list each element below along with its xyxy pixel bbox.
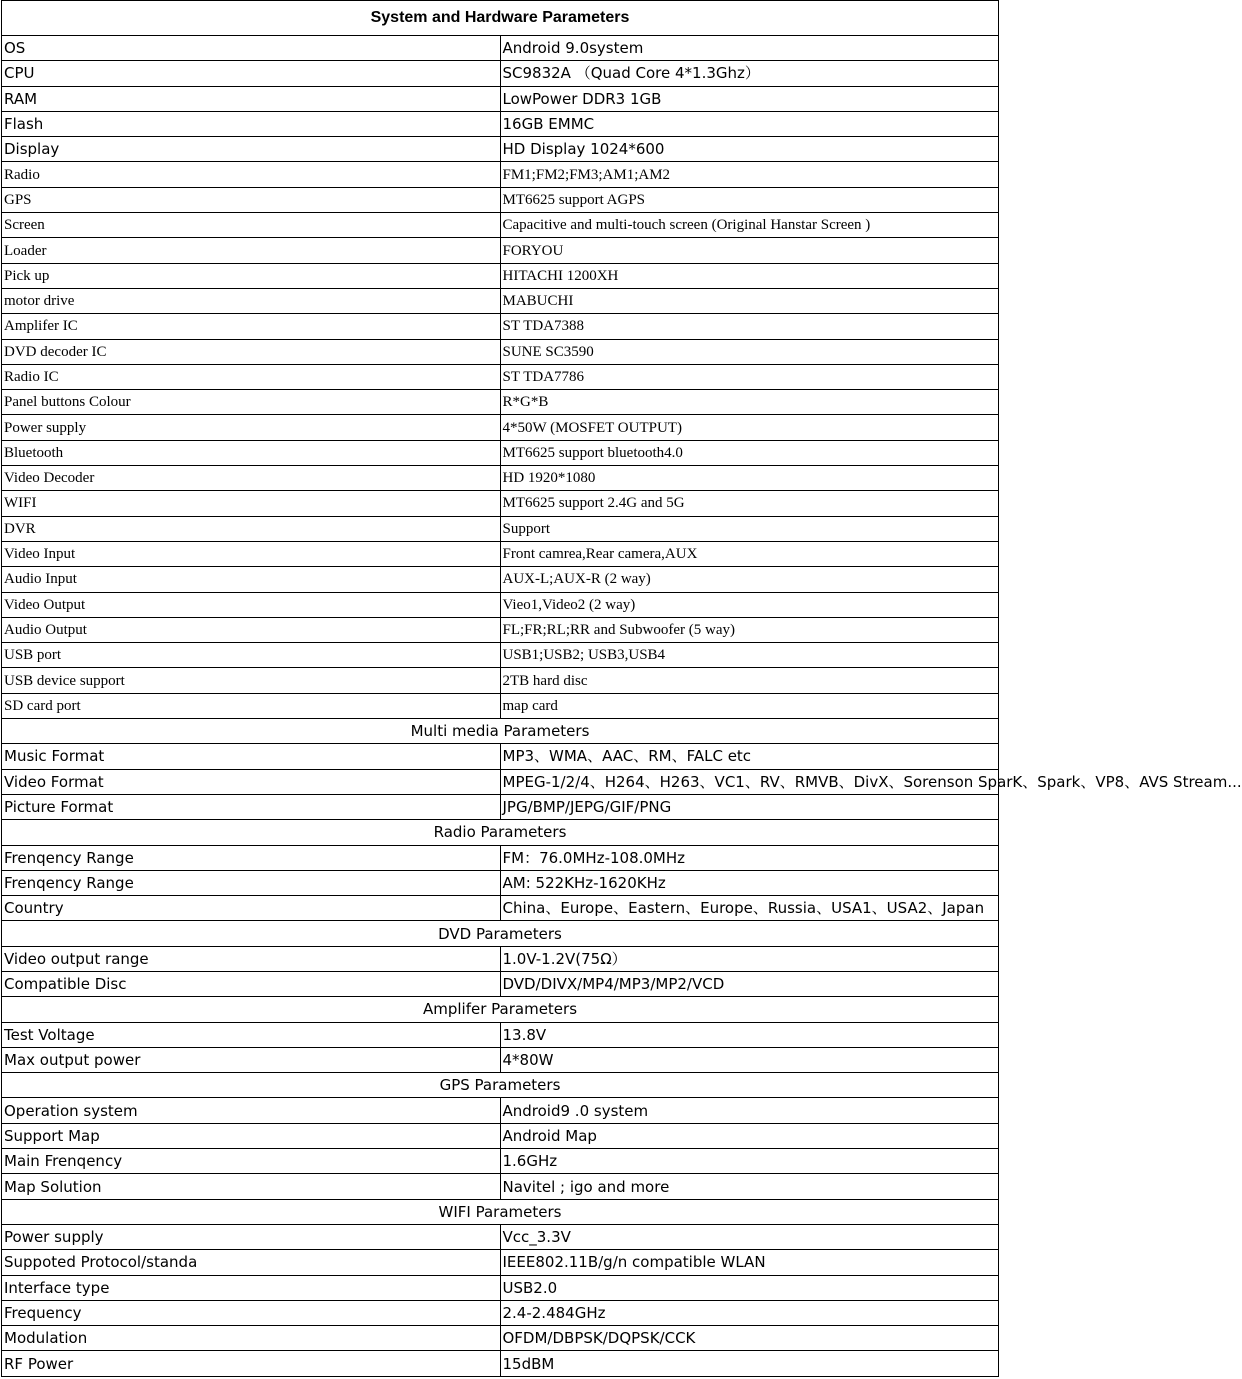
param-name-cell: RAM (2, 86, 501, 111)
table-row (2, 415, 999, 440)
param-name-cell: Max output power (2, 1047, 501, 1072)
param-value-cell: SUNE SC3590 (500, 339, 999, 364)
param-value-cell: Front camrea,Rear camera,AUX (500, 541, 999, 566)
param-value-cell: OFDM/DBPSK/DQPSK/CCK (500, 1326, 999, 1351)
param-name-cell: Video Decoder (2, 466, 501, 491)
param-name-cell: Video Input (2, 541, 501, 566)
table-row (2, 794, 999, 819)
param-name-cell: RF Power (2, 1351, 501, 1376)
table-row (2, 845, 999, 870)
table-row (2, 946, 999, 971)
section-header-row (2, 997, 999, 1022)
param-name-cell: Frenqency Range (2, 870, 501, 895)
param-name-cell: WIFI (2, 491, 501, 516)
param-name-cell: Modulation (2, 1326, 501, 1351)
section-heading: Multi media Parameters (2, 719, 999, 744)
param-value-cell: MABUCHI (500, 288, 999, 313)
section-heading: WIFI Parameters (2, 1199, 999, 1224)
table-row (2, 36, 999, 61)
param-value-cell: LowPower DDR3 1GB (500, 86, 999, 111)
param-name-cell: Pick up (2, 263, 501, 288)
param-name-cell: Compatible Disc (2, 971, 501, 996)
param-value-cell: Vieo1,Video2 (2 way) (500, 592, 999, 617)
param-value-cell: Support (500, 516, 999, 541)
param-name-cell: Country (2, 896, 501, 921)
param-name-cell: DVD decoder IC (2, 339, 501, 364)
table-row (2, 1300, 999, 1325)
section-heading: DVD Parameters (2, 921, 999, 946)
table-row (2, 1351, 999, 1376)
param-name-cell: Radio IC (2, 364, 501, 389)
param-value-cell: MP3、WMA、AAC、RM、FALC etc (500, 744, 999, 769)
param-name-cell: Video Output (2, 592, 501, 617)
table-row (2, 187, 999, 212)
param-value-cell: AM: 522KHz-1620KHz (500, 870, 999, 895)
table-row (2, 1123, 999, 1148)
table-row (2, 1224, 999, 1249)
table-row (2, 1174, 999, 1199)
param-value-cell: 16GB EMMC (500, 111, 999, 136)
param-value-cell: HD 1920*1080 (500, 466, 999, 491)
param-name-cell: Map Solution (2, 1174, 501, 1199)
table-row (2, 339, 999, 364)
param-name-cell: Audio Input (2, 567, 501, 592)
param-value-cell: map card (500, 693, 999, 718)
table-row (2, 162, 999, 187)
param-name-cell: Interface type (2, 1275, 501, 1300)
param-name-cell: Operation system (2, 1098, 501, 1123)
table-row (2, 971, 999, 996)
param-name-cell: Video Format (2, 769, 501, 794)
param-value-cell: HITACHI 1200XH (500, 263, 999, 288)
section-heading: Radio Parameters (2, 820, 999, 845)
param-name-cell: Flash (2, 111, 501, 136)
table-row (2, 643, 999, 668)
param-value-cell: 13.8V (500, 1022, 999, 1047)
param-name-cell: Music Format (2, 744, 501, 769)
table-row (2, 137, 999, 162)
param-name-cell: Support Map (2, 1123, 501, 1148)
table-row (2, 1047, 999, 1072)
param-name-cell: motor drive (2, 288, 501, 313)
table-row (2, 769, 999, 794)
param-value-cell: 2TB hard disc (500, 668, 999, 693)
param-value-cell: 2.4-2.484GHz (500, 1300, 999, 1325)
param-value-cell: 1.6GHz (500, 1149, 999, 1174)
param-value-cell: 15dBM (500, 1351, 999, 1376)
table-row (2, 617, 999, 642)
section-header-row (2, 1199, 999, 1224)
param-value-cell: Navitel ; igo and more (500, 1174, 999, 1199)
param-value-cell: FM1;FM2;FM3;AM1;AM2 (500, 162, 999, 187)
param-name-cell: Loader (2, 238, 501, 263)
param-value-cell: R*G*B (500, 390, 999, 415)
table-row (2, 567, 999, 592)
table-row (2, 1326, 999, 1351)
param-name-cell: Video output range (2, 946, 501, 971)
param-value-cell: FL;FR;RL;RR and Subwoofer (5 way) (500, 617, 999, 642)
section-heading: GPS Parameters (2, 1073, 999, 1098)
param-name-cell: Test Voltage (2, 1022, 501, 1047)
table-row (2, 364, 999, 389)
param-value-cell: FM：76.0MHz-108.0MHz (500, 845, 999, 870)
table-title: System and Hardware Parameters (2, 1, 999, 36)
param-value-cell: IEEE802.11B/g/n compatible WLAN (500, 1250, 999, 1275)
param-name-cell: Screen (2, 213, 501, 238)
param-name-cell: Picture Format (2, 794, 501, 819)
table-row (2, 213, 999, 238)
section-header-row (2, 921, 999, 946)
table-row (2, 516, 999, 541)
param-value-cell: AUX-L;AUX-R (2 way) (500, 567, 999, 592)
param-name-cell: USB port (2, 643, 501, 668)
param-value-cell: MT6625 support bluetooth4.0 (500, 440, 999, 465)
spec-table-body (2, 1, 1242, 1377)
param-name-cell: Audio Output (2, 617, 501, 642)
table-title-row (2, 1, 999, 36)
param-value-cell: USB1;USB2; USB3,USB4 (500, 643, 999, 668)
table-row (2, 238, 999, 263)
param-value-cell: Android 9.0system (500, 36, 999, 61)
param-value-cell: Capacitive and multi-touch screen (Original Hanstar Screen ) (500, 213, 999, 238)
param-value-cell: 4*50W (MOSFET OUTPUT) (500, 415, 999, 440)
param-name-cell: DVR (2, 516, 501, 541)
table-row (2, 61, 999, 86)
param-value-cell: 4*80W (500, 1047, 999, 1072)
param-name-cell: Frenqency Range (2, 845, 501, 870)
table-row (2, 288, 999, 313)
param-value-cell: MPEG-1/2/4、H264、H263、VC1、RV、RMVB、DivX、Sorenson SparK、Spark、VP8、AVS Stream... (500, 769, 999, 794)
table-row (2, 1250, 999, 1275)
table-row (2, 744, 999, 769)
table-row (2, 1022, 999, 1047)
table-row (2, 86, 999, 111)
param-value-cell: Android9 .0 system (500, 1098, 999, 1123)
param-name-cell: SD card port (2, 693, 501, 718)
param-value-cell: ST TDA7786 (500, 364, 999, 389)
param-name-cell: USB device support (2, 668, 501, 693)
param-name-cell: Display (2, 137, 501, 162)
param-value-cell: FORYOU (500, 238, 999, 263)
table-row (2, 111, 999, 136)
param-name-cell: Panel buttons Colour (2, 390, 501, 415)
param-name-cell: OS (2, 36, 501, 61)
param-name-cell: Main Frenqency (2, 1149, 501, 1174)
table-row (2, 592, 999, 617)
spec-table (1, 0, 1242, 1377)
table-row (2, 466, 999, 491)
param-name-cell: Amplifer IC (2, 314, 501, 339)
param-name-cell: GPS (2, 187, 501, 212)
param-name-cell: Frequency (2, 1300, 501, 1325)
param-value-cell: DVD/DIVX/MP4/MP3/MP2/VCD (500, 971, 999, 996)
param-value-cell: ST TDA7388 (500, 314, 999, 339)
table-row (2, 314, 999, 339)
param-value-cell: SC9832A （Quad Core 4*1.3Ghz） (500, 61, 999, 86)
table-row (2, 668, 999, 693)
param-value-cell: MT6625 support 2.4G and 5G (500, 491, 999, 516)
param-name-cell: Radio (2, 162, 501, 187)
table-row (2, 541, 999, 566)
param-value-cell: MT6625 support AGPS (500, 187, 999, 212)
table-row (2, 491, 999, 516)
param-value-cell: Vcc_3.3V (500, 1224, 999, 1249)
table-row (2, 1275, 999, 1300)
param-value-cell: USB2.0 (500, 1275, 999, 1300)
param-name-cell: CPU (2, 61, 501, 86)
section-header-row (2, 719, 999, 744)
table-row (2, 440, 999, 465)
section-heading: Amplifer Parameters (2, 997, 999, 1022)
param-name-cell: Bluetooth (2, 440, 501, 465)
table-row (2, 390, 999, 415)
table-row (2, 1149, 999, 1174)
section-header-row (2, 1073, 999, 1098)
param-value-cell: HD Display 1024*600 (500, 137, 999, 162)
section-header-row (2, 820, 999, 845)
param-name-cell: Power supply (2, 415, 501, 440)
table-row (2, 693, 999, 718)
table-row (2, 263, 999, 288)
param-name-cell: Suppoted Protocol/standa (2, 1250, 501, 1275)
param-name-cell: Power supply (2, 1224, 501, 1249)
param-value-cell: China、Europe、Eastern、Europe、Russia、USA1、USA2、Japan (500, 896, 999, 921)
table-row (2, 870, 999, 895)
param-value-cell: Android Map (500, 1123, 999, 1148)
param-value-cell: JPG/BMP/JEPG/GIF/PNG (500, 794, 999, 819)
table-row (2, 896, 999, 921)
table-row (2, 1098, 999, 1123)
param-value-cell: 1.0V-1.2V(75Ω） (500, 946, 999, 971)
